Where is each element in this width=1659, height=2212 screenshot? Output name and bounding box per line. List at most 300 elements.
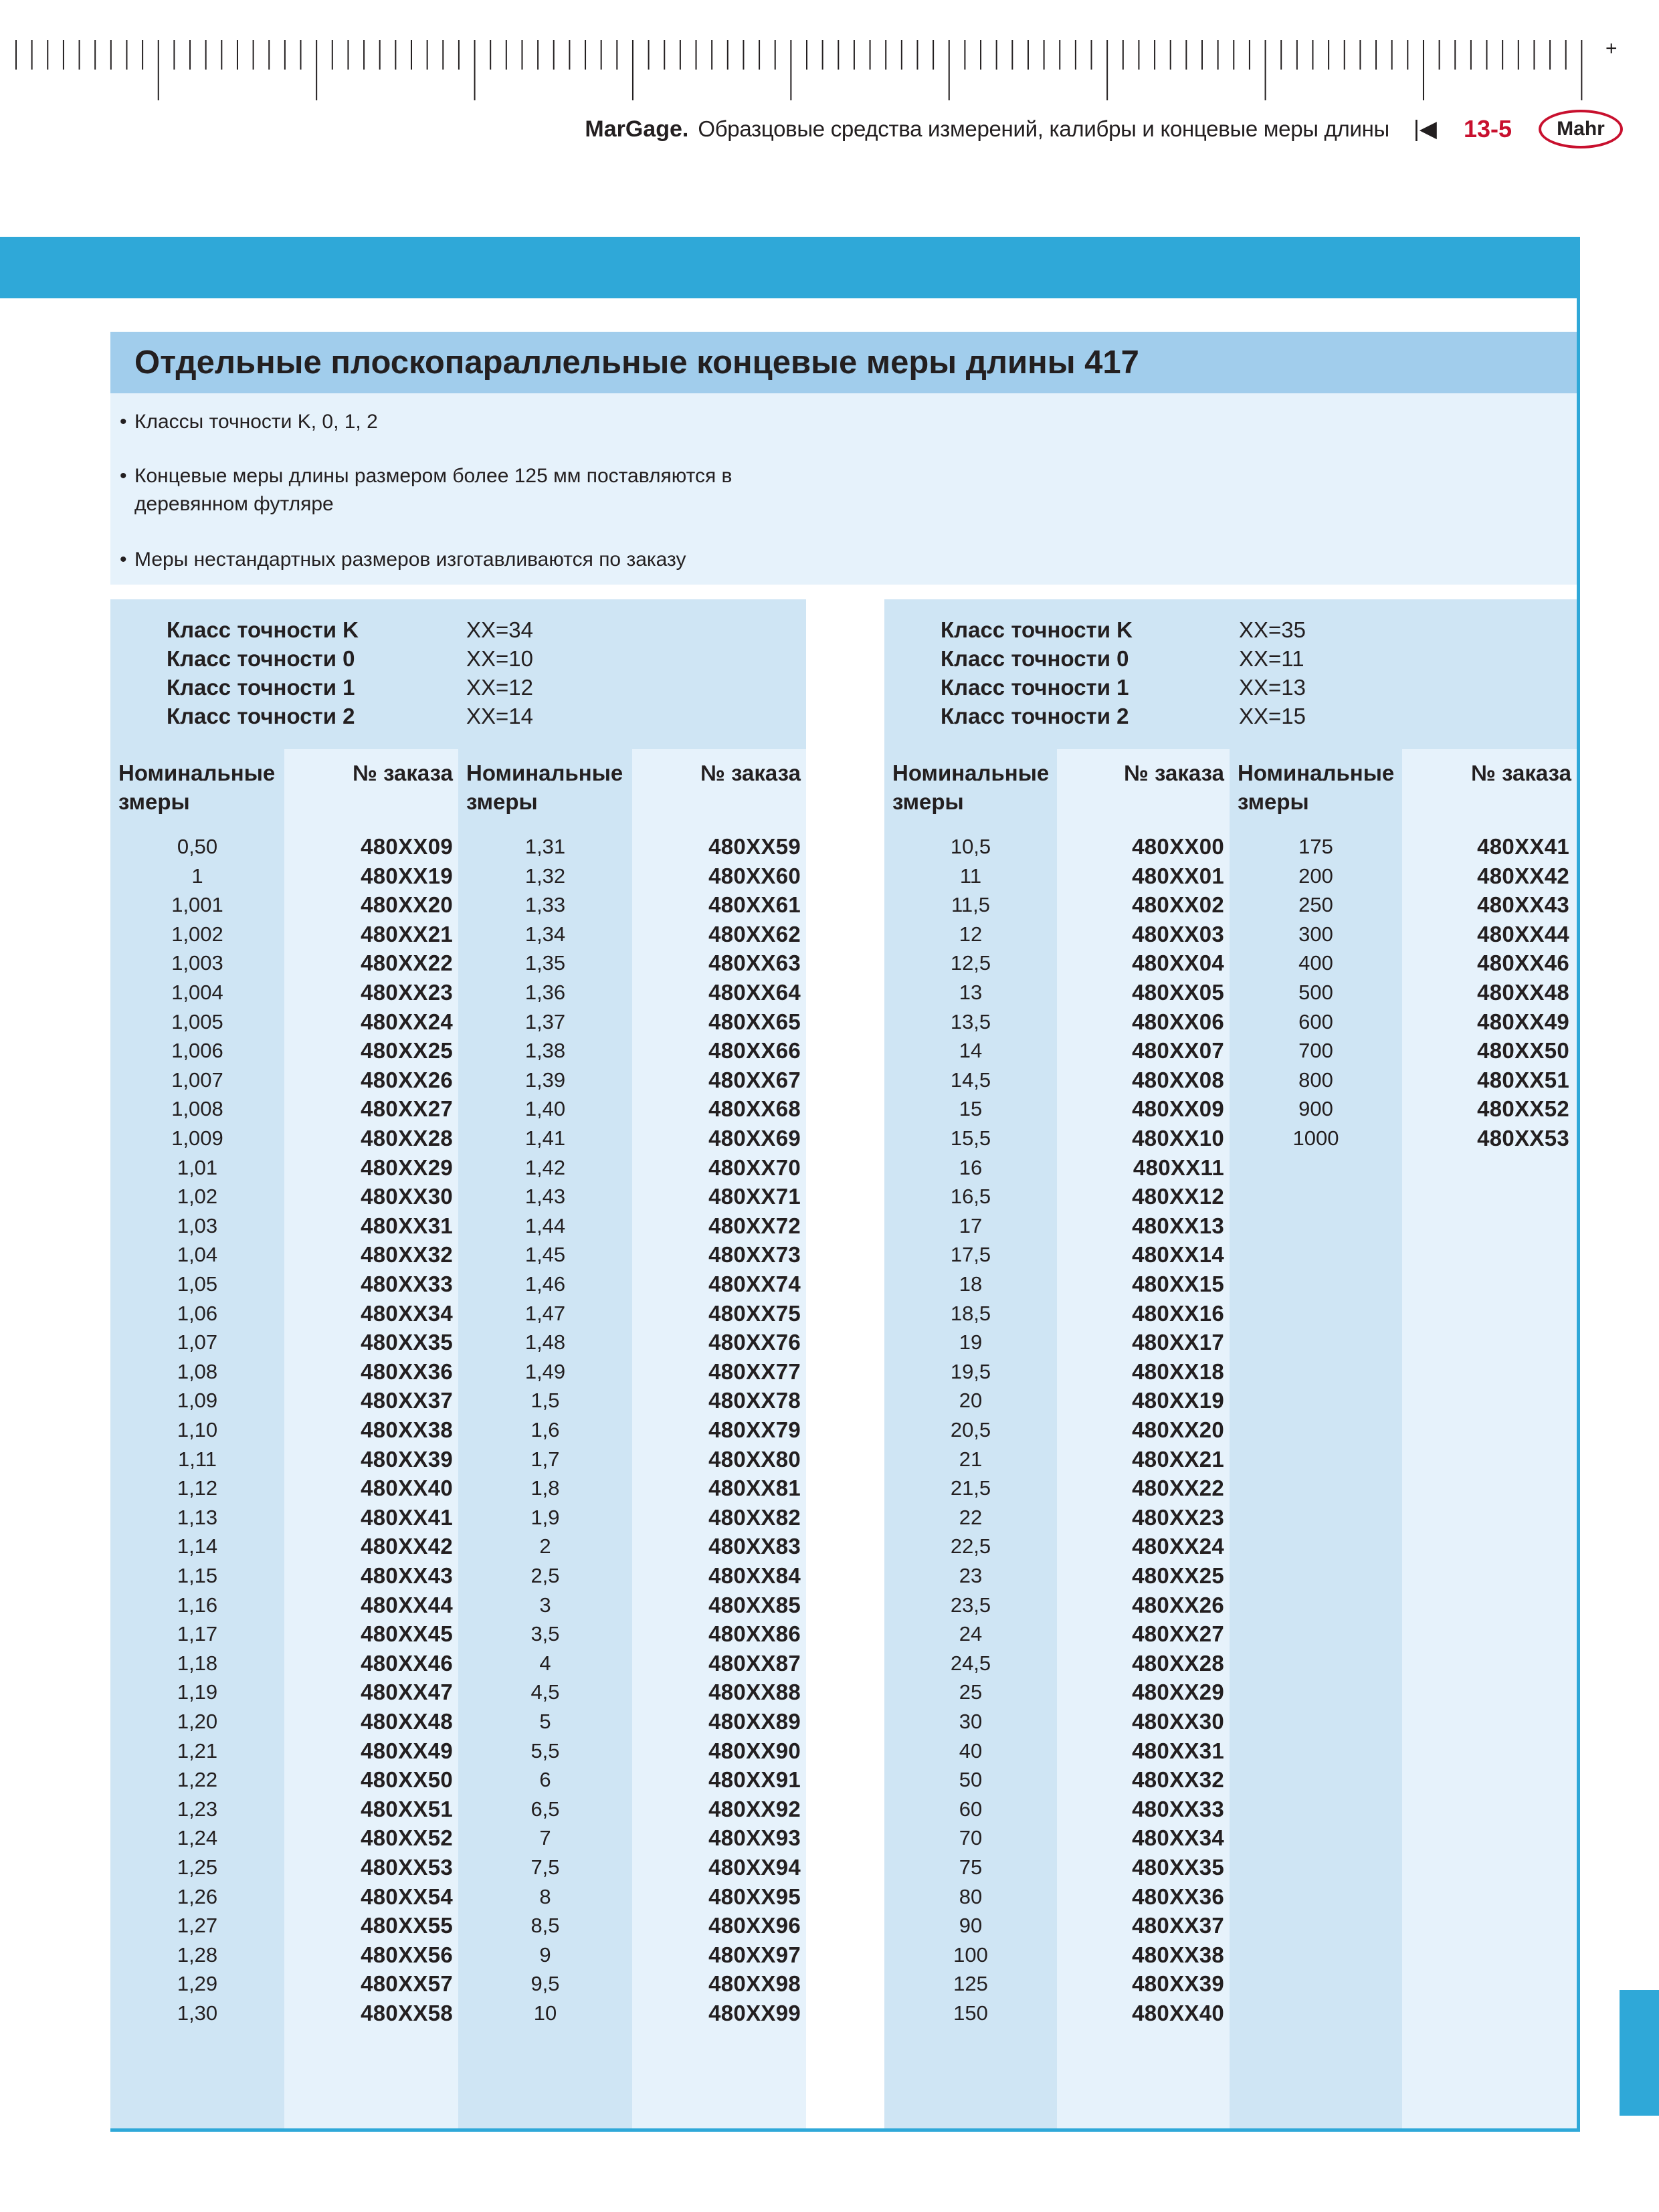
size-cell: 60 bbox=[959, 1797, 983, 1821]
order-code-cell: 480XX34 bbox=[361, 1300, 453, 1326]
header-title: Образцовые средства измерений, калибры и концевые меры длины bbox=[698, 116, 1389, 141]
class-value: XX=11 bbox=[1239, 646, 1304, 671]
column-header-order bbox=[632, 749, 806, 815]
order-code-cell: 480XX80 bbox=[708, 1446, 801, 1472]
size-cell: 18,5 bbox=[950, 1301, 991, 1325]
order-code-cell: 480XX28 bbox=[361, 1126, 453, 1150]
order-code-cell: 480XX79 bbox=[708, 1417, 801, 1442]
order-code-cell: 480XX46 bbox=[361, 1650, 453, 1676]
size-cell: 2 bbox=[539, 1534, 551, 1559]
order-code-cell: 480XX25 bbox=[361, 1038, 453, 1064]
order-code-cell: 480XX36 bbox=[1132, 1884, 1224, 1909]
column-header-order bbox=[284, 749, 458, 815]
header-brand: MarGage. bbox=[585, 116, 689, 142]
size-cell: 7,5 bbox=[530, 1855, 560, 1879]
size-cell: 1,23 bbox=[177, 1797, 218, 1821]
order-code-cell: 480XX27 bbox=[361, 1096, 453, 1122]
order-code-cell: 480XX62 bbox=[708, 921, 801, 946]
class-name: Класс точности 1 bbox=[167, 675, 355, 700]
mahr-logo bbox=[1539, 110, 1623, 148]
order-code-cell: 480XX54 bbox=[361, 1884, 453, 1909]
order-code-cell: 480XX53 bbox=[1477, 1126, 1569, 1150]
size-cell: 1,41 bbox=[524, 1126, 566, 1150]
size-cell: 600 bbox=[1298, 1009, 1333, 1033]
order-code-cell: 480XX37 bbox=[361, 1388, 453, 1413]
order-code-cell: 480XX35 bbox=[361, 1330, 453, 1355]
size-cell: 1,11 bbox=[177, 1447, 217, 1471]
size-cell: 14,5 bbox=[950, 1068, 991, 1092]
order-code-cell: 480XX06 bbox=[1132, 1009, 1224, 1034]
size-cell: 5 bbox=[539, 1710, 551, 1733]
size-cell: 150 bbox=[953, 2001, 988, 2025]
order-code-cell: 480XX26 bbox=[361, 1067, 453, 1092]
order-code-cell: 480XX28 bbox=[1132, 1650, 1224, 1676]
class-value: XX=13 bbox=[1239, 675, 1306, 700]
frame-right bbox=[1577, 298, 1580, 2130]
column-header-size bbox=[110, 749, 284, 815]
size-cell: 100 bbox=[953, 1942, 988, 1967]
size-cell: 24,5 bbox=[950, 1651, 991, 1675]
size-cell: 1,47 bbox=[524, 1301, 566, 1325]
order-code-cell: 480XX43 bbox=[1477, 892, 1569, 918]
order-code-cell: 480XX91 bbox=[708, 1767, 801, 1793]
header-text: Номинальные bbox=[466, 761, 623, 785]
column-header-size bbox=[1230, 749, 1402, 815]
order-code-cell: 480XX27 bbox=[1132, 1621, 1224, 1647]
order-code-cell: 480XX38 bbox=[361, 1417, 453, 1442]
order-code-cell: 480XX40 bbox=[1132, 2001, 1224, 2025]
size-cell: 1,34 bbox=[524, 922, 566, 946]
size-cell: 0,50 bbox=[177, 835, 218, 858]
order-code-cell: 480XX04 bbox=[1132, 950, 1224, 976]
order-code-cell: 480XX20 bbox=[361, 892, 453, 918]
size-cell: 700 bbox=[1298, 1039, 1333, 1063]
order-code-cell: 480XX16 bbox=[1132, 1300, 1224, 1326]
order-code-cell: 480XX68 bbox=[708, 1096, 801, 1122]
class-name: Класс точности 0 bbox=[941, 646, 1129, 671]
header-text: змеры bbox=[892, 789, 964, 814]
order-code-cell: 480XX47 bbox=[361, 1680, 453, 1705]
order-code-cell: 480XX66 bbox=[708, 1038, 801, 1064]
size-cell: 1,20 bbox=[177, 1710, 218, 1733]
order-code-cell: 480XX69 bbox=[708, 1126, 801, 1150]
order-code-cell: 480XX13 bbox=[1132, 1213, 1224, 1238]
order-code-cell: 480XX24 bbox=[361, 1009, 453, 1034]
order-code-cell: 480XX42 bbox=[361, 1534, 453, 1559]
size-cell: 800 bbox=[1298, 1068, 1333, 1092]
size-cell: 1,08 bbox=[177, 1359, 218, 1383]
order-code-cell: 480XX42 bbox=[1477, 863, 1569, 888]
order-code-cell: 480XX73 bbox=[708, 1242, 801, 1268]
order-code-cell: 480XX98 bbox=[708, 1971, 801, 1997]
accuracy-classes bbox=[110, 599, 806, 749]
size-cell: 50 bbox=[959, 1768, 983, 1792]
size-cell: 1,009 bbox=[171, 1126, 223, 1150]
size-cell: 1,30 bbox=[177, 2001, 218, 2025]
size-cell: 1,02 bbox=[177, 1185, 218, 1209]
size-cell: 17,5 bbox=[950, 1243, 991, 1267]
header-text: № заказа bbox=[1124, 761, 1224, 785]
size-cell: 1,32 bbox=[524, 864, 566, 888]
size-cell: 21 bbox=[959, 1447, 983, 1471]
header-text: Номинальные bbox=[892, 761, 1050, 785]
order-code-cell: 480XX52 bbox=[1477, 1096, 1569, 1122]
header-band bbox=[0, 237, 1580, 298]
size-cell: 1 bbox=[191, 864, 203, 888]
order-code-cell: 480XX31 bbox=[361, 1213, 453, 1238]
size-cell: 1,40 bbox=[524, 1097, 566, 1121]
order-code-cell: 480XX30 bbox=[1132, 1709, 1224, 1734]
size-cell: 1,002 bbox=[171, 922, 223, 946]
order-code-cell: 480XX31 bbox=[1132, 1738, 1224, 1763]
size-cell: 1,17 bbox=[177, 1622, 218, 1646]
size-cell: 1,003 bbox=[171, 951, 223, 975]
header-text: змеры bbox=[118, 789, 190, 814]
size-cell: 4,5 bbox=[530, 1680, 560, 1704]
size-cell: 18 bbox=[959, 1272, 983, 1296]
size-cell: 1,06 bbox=[177, 1301, 218, 1325]
size-cell: 900 bbox=[1298, 1097, 1333, 1121]
order-code-cell: 480XX48 bbox=[1477, 980, 1569, 1005]
corner-mark: + bbox=[1605, 37, 1618, 60]
class-value: XX=10 bbox=[466, 646, 533, 671]
size-cell: 1,07 bbox=[177, 1330, 218, 1354]
size-cell: 1,21 bbox=[177, 1738, 218, 1763]
order-code-cell: 480XX48 bbox=[361, 1709, 453, 1734]
order-code-cell: 480XX22 bbox=[361, 950, 453, 976]
size-cell: 1000 bbox=[1292, 1126, 1339, 1150]
size-cell: 1,42 bbox=[524, 1155, 566, 1179]
column-header-size bbox=[458, 749, 632, 815]
size-cell: 1,19 bbox=[177, 1680, 218, 1704]
order-code-cell: 480XX72 bbox=[708, 1213, 801, 1238]
order-code-cell: 480XX52 bbox=[361, 1825, 453, 1851]
order-code-cell: 480XX84 bbox=[708, 1563, 801, 1588]
size-cell: 1,008 bbox=[171, 1097, 223, 1121]
accuracy-classes bbox=[884, 599, 1577, 749]
size-cell: 20 bbox=[959, 1389, 983, 1413]
order-code-cell: 480XX51 bbox=[361, 1796, 453, 1821]
chapter-tab bbox=[1620, 1990, 1659, 2116]
size-cell: 1,43 bbox=[524, 1185, 566, 1209]
order-code-cell: 480XX00 bbox=[1132, 834, 1224, 859]
order-code-cell: 480XX40 bbox=[361, 1476, 453, 1501]
size-cell: 1,48 bbox=[524, 1330, 566, 1354]
size-cell: 15,5 bbox=[950, 1126, 991, 1150]
order-code-cell: 480XX05 bbox=[1132, 980, 1224, 1005]
size-cell: 24 bbox=[959, 1622, 983, 1646]
order-code-cell: 480XX32 bbox=[361, 1242, 453, 1268]
order-code-cell: 480XX12 bbox=[1132, 1184, 1224, 1209]
section-title-bar bbox=[110, 332, 1577, 393]
order-code-cell: 480XX25 bbox=[1132, 1563, 1224, 1588]
size-cell: 10,5 bbox=[950, 835, 991, 858]
order-code-cell: 480XX59 bbox=[708, 834, 801, 859]
order-code-cell: 480XX53 bbox=[361, 1855, 453, 1880]
size-cell: 1,8 bbox=[530, 1476, 560, 1500]
order-code-cell: 480XX64 bbox=[708, 980, 801, 1005]
order-code-cell: 480XX14 bbox=[1132, 1242, 1224, 1268]
size-cell: 1,28 bbox=[177, 1942, 218, 1967]
class-value: XX=12 bbox=[466, 675, 533, 700]
size-cell: 23 bbox=[959, 1564, 983, 1587]
size-cell: 1,45 bbox=[524, 1243, 566, 1267]
order-code-cell: 480XX44 bbox=[361, 1592, 453, 1617]
size-cell: 125 bbox=[953, 1972, 988, 1996]
size-cell: 1,39 bbox=[524, 1068, 566, 1092]
size-cell: 1,09 bbox=[177, 1389, 218, 1413]
order-code-cell: 480XX82 bbox=[708, 1504, 801, 1530]
size-cell: 7 bbox=[539, 1826, 551, 1850]
order-code-cell: 480XX10 bbox=[1132, 1126, 1224, 1150]
size-cell: 10 bbox=[533, 2001, 557, 2025]
size-cell: 1,46 bbox=[524, 1272, 566, 1296]
order-code-cell: 480XX67 bbox=[708, 1067, 801, 1092]
column-header-order bbox=[1057, 749, 1230, 815]
page-number: 13-5 bbox=[1463, 115, 1512, 142]
order-code-cell: 480XX29 bbox=[361, 1154, 453, 1180]
order-code-cell: 480XX43 bbox=[361, 1563, 453, 1588]
intro-box bbox=[110, 393, 1577, 585]
size-cell: 90 bbox=[959, 1914, 983, 1938]
size-cell: 19 bbox=[959, 1330, 983, 1354]
order-code-cell: 480XX70 bbox=[708, 1154, 801, 1180]
size-cell: 1,004 bbox=[171, 981, 223, 1004]
bullet-item: • Меры нестандартных размеров изготавливаются по заказу bbox=[120, 546, 686, 574]
class-name: Класс точности 1 bbox=[941, 675, 1129, 700]
order-code-cell: 480XX78 bbox=[708, 1388, 801, 1413]
table-panel-right bbox=[884, 599, 1577, 2128]
header-text: № заказа bbox=[353, 761, 453, 785]
header-text: № заказа bbox=[1471, 761, 1571, 785]
size-cell: 9 bbox=[539, 1942, 551, 1967]
size-cell: 1,04 bbox=[177, 1243, 218, 1267]
size-cell: 1,26 bbox=[177, 1884, 218, 1908]
size-cell: 1,13 bbox=[177, 1505, 218, 1529]
size-cell: 22 bbox=[959, 1505, 983, 1529]
order-code-cell: 480XX55 bbox=[361, 1913, 453, 1938]
order-code-cell: 480XX37 bbox=[1132, 1913, 1224, 1938]
header-text: № заказа bbox=[700, 761, 801, 785]
class-value: XX=15 bbox=[1239, 704, 1306, 728]
order-code-cell: 480XX83 bbox=[708, 1534, 801, 1559]
class-value: XX=14 bbox=[466, 704, 533, 728]
size-cell: 1,03 bbox=[177, 1213, 218, 1237]
class-name: Класс точности K bbox=[167, 617, 359, 642]
order-code-cell: 480XX97 bbox=[708, 1942, 801, 1967]
class-name: Класс точности K bbox=[941, 617, 1133, 642]
size-cell: 30 bbox=[959, 1710, 983, 1733]
header-text: Номинальные bbox=[1238, 761, 1395, 785]
order-code-cell: 480XX89 bbox=[708, 1709, 801, 1734]
order-code-cell: 480XX86 bbox=[708, 1621, 801, 1647]
size-cell: 1,18 bbox=[177, 1651, 218, 1675]
size-cell: 80 bbox=[959, 1884, 983, 1908]
header-text: змеры bbox=[1238, 789, 1309, 814]
order-code-cell: 480XX50 bbox=[361, 1767, 453, 1793]
order-code-cell: 480XX32 bbox=[1132, 1767, 1224, 1793]
size-cell: 23,5 bbox=[950, 1593, 991, 1617]
size-cell: 1,9 bbox=[530, 1505, 560, 1529]
size-cell: 4 bbox=[539, 1651, 551, 1675]
size-cell: 1,33 bbox=[524, 893, 566, 917]
size-cell: 17 bbox=[959, 1213, 983, 1237]
size-cell: 14 bbox=[959, 1039, 983, 1063]
size-cell: 1,37 bbox=[524, 1009, 566, 1033]
size-cell: 20,5 bbox=[950, 1418, 991, 1441]
order-code-cell: 480XX96 bbox=[708, 1913, 801, 1938]
size-cell: 200 bbox=[1298, 864, 1333, 888]
running-header bbox=[585, 112, 1512, 146]
size-cell: 1,7 bbox=[530, 1447, 560, 1471]
order-code-cell: 480XX63 bbox=[708, 950, 801, 976]
order-code-cell: 480XX81 bbox=[708, 1476, 801, 1501]
frame-bottom bbox=[110, 2128, 1580, 2132]
order-code-cell: 480XX34 bbox=[1132, 1825, 1224, 1851]
size-cell: 12 bbox=[959, 922, 983, 946]
class-name: Класс точности 2 bbox=[941, 704, 1129, 728]
size-cell: 8 bbox=[539, 1884, 551, 1908]
order-code-cell: 480XX45 bbox=[361, 1621, 453, 1647]
order-code-cell: 480XX39 bbox=[361, 1446, 453, 1472]
order-code-cell: 480XX90 bbox=[708, 1738, 801, 1763]
ruler-marks bbox=[0, 0, 1659, 107]
back-arrow-icon: |◀ bbox=[1413, 116, 1437, 142]
size-cell: 1,12 bbox=[177, 1476, 218, 1500]
size-cell: 22,5 bbox=[950, 1534, 991, 1559]
size-cell: 3,5 bbox=[530, 1622, 560, 1646]
size-cell: 1,001 bbox=[171, 893, 223, 917]
size-cell: 1,27 bbox=[177, 1914, 218, 1938]
order-code-cell: 480XX19 bbox=[1132, 1388, 1224, 1413]
size-cell: 1,31 bbox=[524, 835, 566, 858]
size-cell: 8,5 bbox=[530, 1914, 560, 1938]
order-code-cell: 480XX65 bbox=[708, 1009, 801, 1034]
order-code-cell: 480XX02 bbox=[1132, 892, 1224, 918]
size-cell: 13 bbox=[959, 981, 983, 1004]
class-name: Класс точности 0 bbox=[167, 646, 355, 671]
order-code-cell: 480XX17 bbox=[1132, 1330, 1224, 1355]
order-code-cell: 480XX26 bbox=[1132, 1592, 1224, 1617]
order-code-cell: 480XX46 bbox=[1477, 950, 1569, 976]
order-code-cell: 480XX92 bbox=[708, 1796, 801, 1821]
order-code-cell: 480XX75 bbox=[708, 1300, 801, 1326]
column-header-size bbox=[884, 749, 1057, 815]
size-cell: 19,5 bbox=[950, 1359, 991, 1383]
bullet-text: деревянном футляре bbox=[134, 493, 334, 515]
size-cell: 1,15 bbox=[177, 1564, 218, 1587]
order-code-cell: 480XX07 bbox=[1132, 1038, 1224, 1064]
size-cell: 70 bbox=[959, 1826, 983, 1850]
order-code-cell: 480XX95 bbox=[708, 1884, 801, 1909]
size-cell: 1,29 bbox=[177, 1972, 218, 1996]
order-code-cell: 480XX33 bbox=[361, 1272, 453, 1296]
order-code-cell: 480XX23 bbox=[361, 980, 453, 1005]
size-cell: 9,5 bbox=[530, 1972, 560, 1996]
size-cell: 175 bbox=[1298, 835, 1333, 858]
order-code-cell: 480XX36 bbox=[361, 1359, 453, 1384]
size-cell: 1,5 bbox=[530, 1389, 560, 1413]
order-code-cell: 480XX94 bbox=[708, 1855, 801, 1880]
col-bg bbox=[1402, 599, 1577, 2128]
size-cell: 75 bbox=[959, 1855, 983, 1879]
bullet-text: Концевые меры длины размером более 125 мм поставляются в bbox=[134, 465, 733, 487]
size-cell: 13,5 bbox=[950, 1009, 991, 1033]
table-panel-left bbox=[110, 599, 806, 2128]
order-code-cell: 480XX85 bbox=[708, 1592, 801, 1617]
column-header-order bbox=[1402, 749, 1577, 815]
size-cell: 1,44 bbox=[524, 1213, 566, 1237]
order-code-cell: 480XX22 bbox=[1132, 1476, 1224, 1501]
size-cell: 1,007 bbox=[171, 1068, 223, 1092]
order-code-cell: 480XX99 bbox=[708, 2001, 801, 2025]
size-cell: 11 bbox=[959, 864, 982, 888]
order-code-cell: 480XX03 bbox=[1132, 921, 1224, 946]
order-code-cell: 480XX58 bbox=[361, 2001, 453, 2025]
size-cell: 1,05 bbox=[177, 1272, 218, 1296]
bullet-item: • Концевые меры длины размером более 125 мм поставляются в деревянном футляре bbox=[120, 462, 733, 518]
size-cell: 6,5 bbox=[530, 1797, 560, 1821]
size-cell: 1,49 bbox=[524, 1359, 566, 1383]
order-code-cell: 480XX38 bbox=[1132, 1942, 1224, 1967]
size-cell: 6 bbox=[539, 1768, 551, 1792]
size-cell: 1,006 bbox=[171, 1039, 223, 1063]
size-cell: 12,5 bbox=[950, 951, 991, 975]
size-cell: 400 bbox=[1298, 951, 1333, 975]
order-code-cell: 480XX35 bbox=[1132, 1855, 1224, 1880]
size-cell: 2,5 bbox=[530, 1564, 560, 1587]
order-code-cell: 480XX20 bbox=[1132, 1417, 1224, 1442]
order-code-cell: 480XX08 bbox=[1132, 1067, 1224, 1092]
order-code-cell: 480XX49 bbox=[361, 1738, 453, 1763]
size-cell: 1,10 bbox=[177, 1418, 218, 1441]
header-text: Номинальные bbox=[118, 761, 276, 785]
size-cell: 1,25 bbox=[177, 1855, 218, 1879]
order-code-cell: 480XX21 bbox=[361, 921, 453, 946]
order-code-cell: 480XX71 bbox=[708, 1184, 801, 1209]
size-cell: 21,5 bbox=[950, 1476, 991, 1500]
logo-text: Mahr bbox=[1557, 118, 1605, 140]
order-code-cell: 480XX19 bbox=[361, 863, 453, 888]
order-code-cell: 480XX77 bbox=[708, 1359, 801, 1384]
order-code-cell: 480XX56 bbox=[361, 1942, 453, 1967]
order-code-cell: 480XX23 bbox=[1132, 1504, 1224, 1530]
order-code-cell: 480XX39 bbox=[1132, 1971, 1224, 1997]
size-cell: 500 bbox=[1298, 981, 1333, 1004]
order-code-cell: 480XX51 bbox=[1477, 1067, 1569, 1092]
size-cell: 16 bbox=[959, 1155, 983, 1179]
order-code-cell: 480XX74 bbox=[708, 1272, 801, 1296]
class-value: XX=34 bbox=[466, 617, 533, 642]
order-code-cell: 480XX49 bbox=[1477, 1009, 1569, 1034]
size-cell: 1,14 bbox=[177, 1534, 218, 1559]
size-cell: 1,24 bbox=[177, 1826, 218, 1850]
size-cell: 1,01 bbox=[177, 1155, 218, 1179]
class-name: Класс точности 2 bbox=[167, 704, 355, 728]
order-code-cell: 480XX60 bbox=[708, 863, 801, 888]
size-cell: 5,5 bbox=[530, 1738, 560, 1763]
order-code-cell: 480XX50 bbox=[1477, 1038, 1569, 1064]
order-code-cell: 480XX41 bbox=[361, 1504, 453, 1530]
order-code-cell: 480XX44 bbox=[1477, 921, 1569, 946]
size-cell: 1,35 bbox=[524, 951, 566, 975]
order-code-cell: 480XX57 bbox=[361, 1971, 453, 1997]
size-cell: 1,6 bbox=[530, 1418, 560, 1441]
size-cell: 16,5 bbox=[950, 1185, 991, 1209]
order-code-cell: 480XX29 bbox=[1132, 1680, 1224, 1705]
order-code-cell: 480XX21 bbox=[1132, 1446, 1224, 1472]
size-cell: 250 bbox=[1298, 893, 1333, 917]
